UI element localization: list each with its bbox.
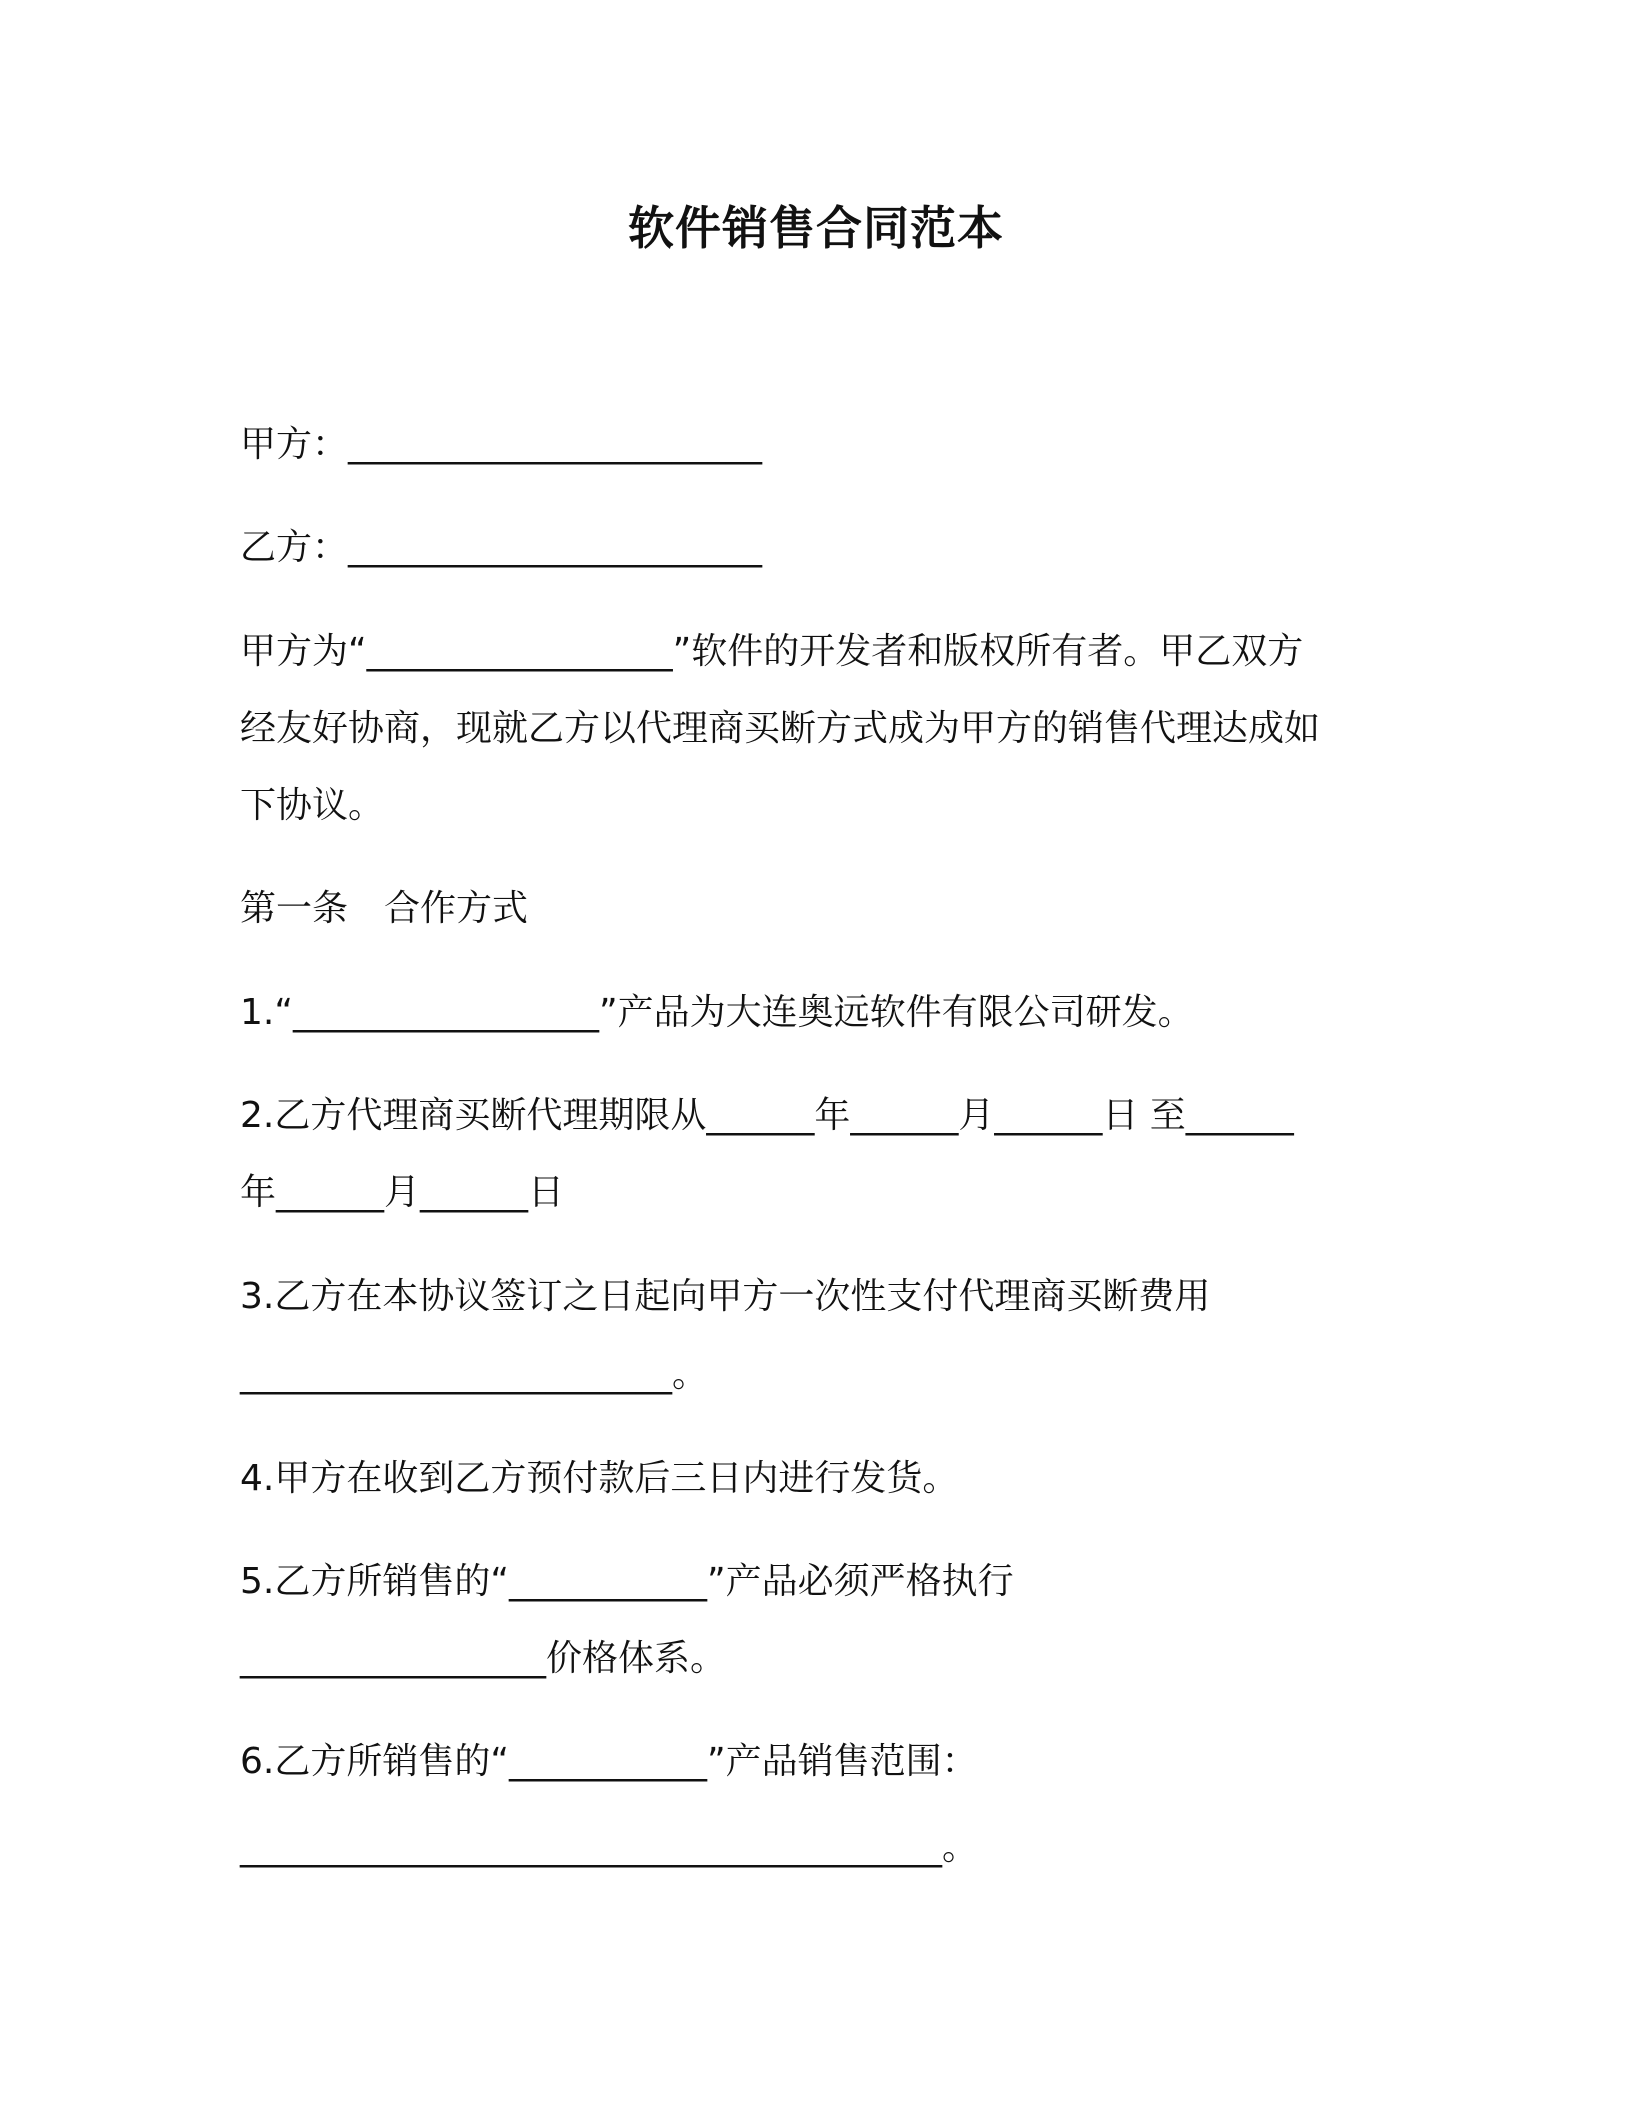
intro-line-3: 下协议。 <box>240 785 385 826</box>
intro-line-1: 甲方为“_________________”软件的开发者和版权所有者。甲乙双方 <box>240 631 1304 672</box>
clause-4: 4.甲方在收到乙方预付款后三日内进行发货。 <box>240 1458 959 1499</box>
document-title: 软件销售合同范本 <box>628 201 1004 255</box>
article-1-heading: 第一条 合作方式 <box>240 888 529 929</box>
clause-1: 1.“_________________”产品为大连奥远软件有限公司研发。 <box>240 992 1194 1033</box>
intro-line-2: 经友好协商，现就乙方以代理商买断方式成为甲方的销售代理达成如 <box>240 708 1321 749</box>
clause-2-line-2: 年______月______日 <box>240 1172 565 1213</box>
clause-2-line-1: 2.乙方代理商买断代理期限从______年______月______日 至______ <box>240 1095 1294 1136</box>
clause-5-line-1: 5.乙方所销售的“___________”产品必须严格执行 <box>240 1561 1014 1602</box>
clause-6-line-1: 6.乙方所销售的“___________”产品销售范围： <box>240 1741 978 1782</box>
party-a-line: 甲方：_______________________ <box>240 424 763 465</box>
clause-6-line-2: _______________________________________。 <box>240 1827 978 1868</box>
clause-5-line-2: _________________价格体系。 <box>240 1638 727 1679</box>
clause-3-line-1: 3.乙方在本协议签订之日起向甲方一次性支付代理商买断费用 <box>240 1276 1211 1317</box>
party-b-line: 乙方：_______________________ <box>240 527 763 568</box>
clause-3-line-2: ________________________。 <box>240 1354 708 1395</box>
